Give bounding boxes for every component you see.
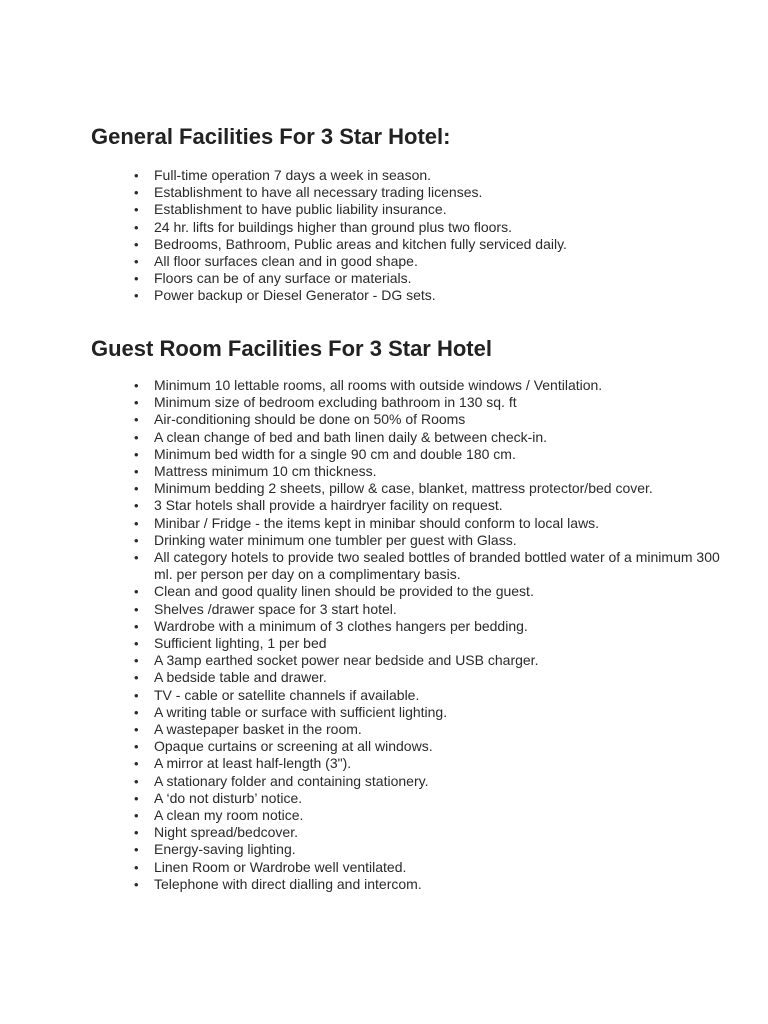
list-item: • Minimum bed width for a single 90 cm and double 180 cm. [134, 446, 734, 463]
list-item: • 24 hr. lifts for buildings higher than ground plus two floors. [134, 219, 734, 236]
list-item: • Establishment to have all necessary trading licenses. [134, 184, 734, 201]
general-facilities-list [134, 167, 734, 305]
list-item: • Bedrooms, Bathroom, Public areas and kitchen fully serviced daily. [134, 236, 734, 253]
list-item: • Telephone with direct dialling and intercom. [134, 876, 734, 893]
list-item: • TV - cable or satellite channels if available. [134, 687, 734, 704]
list-item: • Establishment to have public liability insurance. [134, 201, 734, 218]
list-item: • Minimum bedding 2 sheets, pillow & case, blanket, mattress protector/bed cover. [134, 480, 734, 497]
general-facilities-heading: General Facilities For 3 Star Hotel: [91, 124, 451, 149]
list-item: • Full-time operation 7 days a week in season. [134, 167, 734, 184]
list-item: • All floor surfaces clean and in good shape. [134, 253, 734, 270]
list-item: • A wastepaper basket in the room. [134, 721, 734, 738]
list-item: • Energy-saving lighting. [134, 841, 734, 858]
list-item: • Floors can be of any surface or materials. [134, 270, 734, 287]
list-item: • Minimum 10 lettable rooms, all rooms with outside windows / Ventilation. [134, 377, 734, 394]
list-item: • Minimum size of bedroom excluding bathroom in 130 sq. ft [134, 394, 734, 411]
list-item: • Wardrobe with a minimum of 3 clothes hangers per bedding. [134, 618, 734, 635]
list-item: • Power backup or Diesel Generator - DG sets. [134, 287, 734, 304]
list-item: • A clean my room notice. [134, 807, 734, 824]
list-item: • Mattress minimum 10 cm thickness. [134, 463, 734, 480]
list-item: • Shelves /drawer space for 3 start hotel. [134, 601, 734, 618]
list-item: • A 3amp earthed socket power near bedside and USB charger. [134, 652, 734, 669]
list-item: • Sufficient lighting, 1 per bed [134, 635, 734, 652]
list-item: • 3 Star hotels shall provide a hairdryer facility on request. [134, 497, 734, 514]
list-item: • Linen Room or Wardrobe well ventilated. [134, 859, 734, 876]
list-item: • A clean change of bed and bath linen daily & between check-in. [134, 429, 734, 446]
guest-room-facilities-list [134, 377, 734, 893]
list-item: • Air-conditioning should be done on 50% of Rooms [134, 411, 734, 428]
list-item: • A writing table or surface with sufficient lighting. [134, 704, 734, 721]
list-item: • A ‘do not disturb’ notice. [134, 790, 734, 807]
list-item: • A mirror at least half-length (3"). [134, 755, 734, 772]
list-item: • A stationary folder and containing stationery. [134, 773, 734, 790]
list-item: • Clean and good quality linen should be provided to the guest. [134, 583, 734, 600]
list-item: • A bedside table and drawer. [134, 669, 734, 686]
list-item: • All category hotels to provide two sealed bottles of branded bottled water of a minimum 300 ml. per person per day on a complimentary basis. [134, 549, 734, 583]
list-item: • Drinking water minimum one tumbler per guest with Glass. [134, 532, 734, 549]
list-item: • Minibar / Fridge - the items kept in minibar should conform to local laws. [134, 515, 734, 532]
list-item: • Opaque curtains or screening at all windows. [134, 738, 734, 755]
list-item: • Night spread/bedcover. [134, 824, 734, 841]
guest-room-facilities-heading: Guest Room Facilities For 3 Star Hotel [91, 336, 492, 361]
